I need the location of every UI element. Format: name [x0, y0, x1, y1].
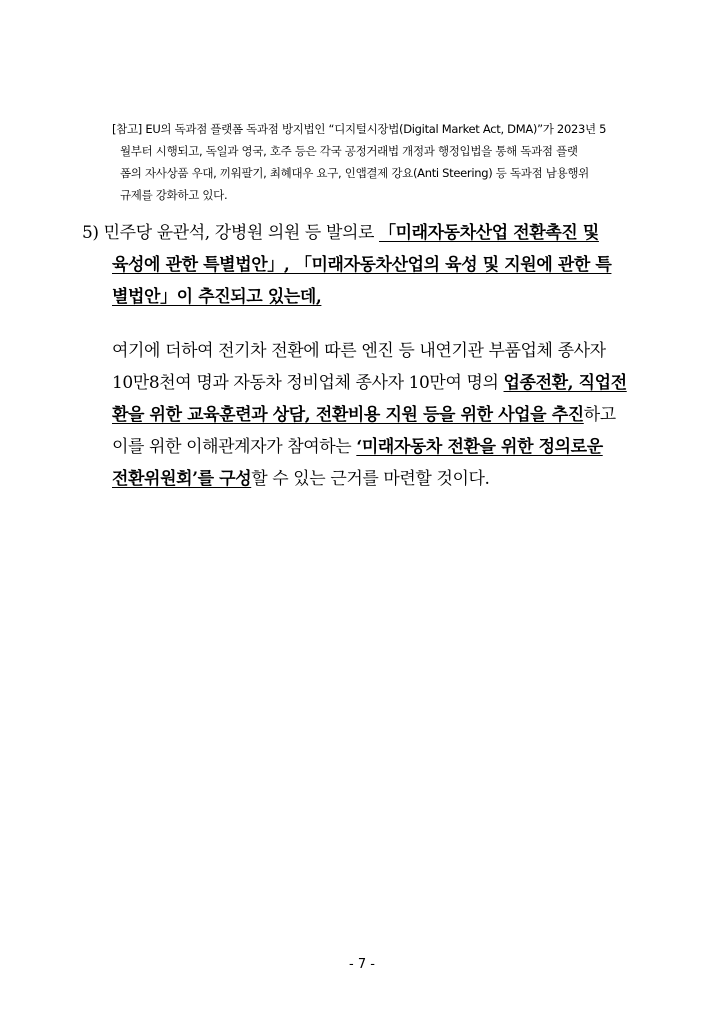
paragraph-line — [112, 431, 642, 463]
paragraph-text: 이를 위한 이해관계자가 참여하는 — [112, 437, 357, 457]
item-text: 5) 민주당 윤관석, 강병원 의원 등 발의로 — [82, 223, 380, 243]
item-line — [82, 249, 642, 281]
bill-title-underlined: 「미래자동차산업 전환촉진 및 — [379, 223, 599, 243]
reference-note-line: 월부터 시행되고, 독일과 영국, 호주 등은 각국 공정거래법 개정과 행정입법을 통해 독과점 플랫 — [120, 144, 578, 158]
reference-note-line: [참고] EU의 독과점 플랫폼 독과점 방지법인 “디지털시장법(Digital Market Act, DMA)”가 2023년 5 — [112, 122, 607, 136]
paragraph-text: 하고 — [583, 405, 616, 425]
bill-title-underlined: 별법안」이 추진되고 있는데, — [112, 287, 322, 307]
emphasis-underlined: 업종전환, 직업전 — [503, 373, 627, 393]
page-number: - 7 - — [349, 957, 375, 972]
body-paragraph — [112, 335, 642, 495]
paragraph-text: 할 수 있는 근거를 마련할 것이다. — [251, 469, 490, 489]
paragraph-text: 여기에 더하여 전기차 전환에 따른 엔진 등 내연기관 부품업체 종사자 — [112, 341, 606, 361]
reference-note-line: 규제를 강화하고 있다. — [120, 188, 228, 202]
reference-note-line: 폼의 자사상품 우대, 끼워팔기, 최혜대우 요구, 인앱결제 강요(Anti Steering) 등 독과점 남용행위 — [120, 166, 589, 180]
paragraph-line — [112, 367, 642, 399]
emphasis-underlined: ‘미래자동차 전환을 위한 정의로운 — [356, 437, 603, 457]
paragraph-line — [112, 399, 642, 431]
item-line — [82, 281, 642, 313]
emphasis-underlined: 전환위원회’를 구성 — [112, 469, 252, 489]
paragraph-line — [112, 463, 642, 495]
reference-note — [112, 118, 646, 206]
paragraph-text: 10만8천여 명과 자동차 정비업체 종사자 10만여 명의 — [112, 373, 504, 393]
item-line — [82, 217, 642, 249]
numbered-item-5 — [82, 217, 642, 313]
emphasis-underlined: 환을 위한 교육훈련과 상담, 전환비용 지원 등을 위한 사업을 추진 — [112, 405, 584, 425]
paragraph-line — [112, 335, 642, 367]
bill-title-underlined: 육성에 관한 특별법안」, 「미래자동차산업의 육성 및 지원에 관한 특 — [112, 255, 612, 275]
